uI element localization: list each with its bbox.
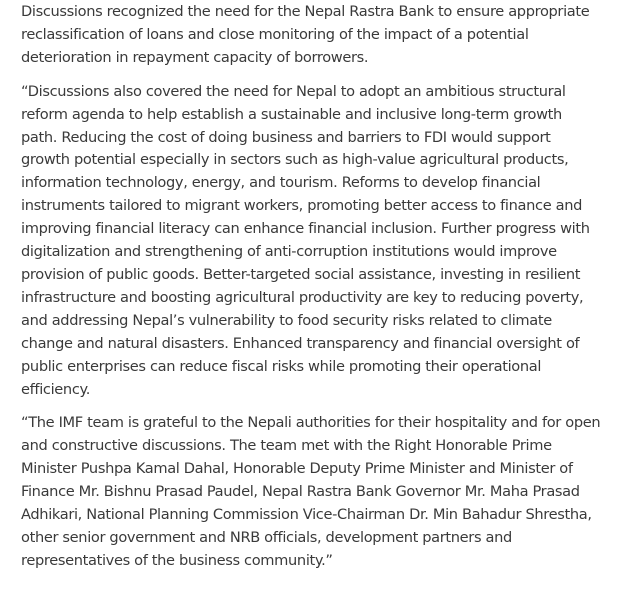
text-line: path. Reducing the cost of doing business and barriers to FDI would support (21, 128, 551, 146)
text-line: reform agenda to help establish a sustainable and inclusive long-term growth (21, 105, 562, 123)
text-line: digitalization and strengthening of anti-corruption institutions would improve (21, 243, 557, 261)
text-line: deterioration in repayment capacity of borrowers. (21, 48, 369, 66)
paragraph-nrb-loans (21, 1, 634, 70)
text-line: other senior government and NRB officials, development partners and (21, 528, 512, 546)
text-line: information technology, energy, and tourism. Reforms to develop financial (21, 174, 541, 192)
text-line: Discussions recognized the need for the Nepal Rastra Bank to ensure appropriate (21, 3, 590, 20)
paragraph-spacer (21, 401, 634, 412)
text-line: provision of public goods. Better-targeted social assistance, investing in resilient (21, 265, 581, 283)
text-line: and constructive discussions. The team met with the Right Honorable Prime (21, 437, 552, 455)
text-line: Finance Mr. Bishnu Prasad Paudel, Nepal Rastra Bank Governor Mr. Maha Prasad (21, 483, 580, 501)
text-line: instruments tailored to migrant workers, promoting better access to finance and (21, 197, 583, 215)
text-line: “The IMF team is grateful to the Nepali authorities for their hospitality and for open (21, 414, 601, 432)
text-line: change and natural disasters. Enhanced transparency and financial oversight of (21, 334, 580, 352)
paragraph-structural-reform (21, 81, 634, 402)
text-line: representatives of the business community.” (21, 551, 333, 569)
text-line: public enterprises can reduce fiscal risks while promoting their operational (21, 357, 542, 375)
paragraph-spacer (21, 70, 634, 81)
text-line: “Discussions also covered the need for Nepal to adopt an ambitious structural (21, 82, 566, 100)
text-line: improving financial literacy can enhance financial inclusion. Further progress with (21, 220, 590, 238)
text-line: growth potential especially in sectors such as high-value agricultural products, (21, 151, 569, 169)
text-line: and addressing Nepal’s vulnerability to food security risks related to climate (21, 311, 552, 329)
text-line: efficiency. (21, 380, 90, 398)
text-line: Minister Pushpa Kamal Dahal, Honorable Deputy Prime Minister and Minister of (21, 460, 573, 478)
text-line: reclassification of loans and close monitoring of the impact of a potential (21, 25, 529, 43)
text-line: Adhikari, National Planning Commission Vice-Chairman Dr. Min Bahadur Shrestha, (21, 506, 592, 524)
paragraph-imf-team-thanks (21, 412, 634, 572)
text-line: infrastructure and boosting agricultural productivity are key to reducing poverty, (21, 288, 584, 306)
